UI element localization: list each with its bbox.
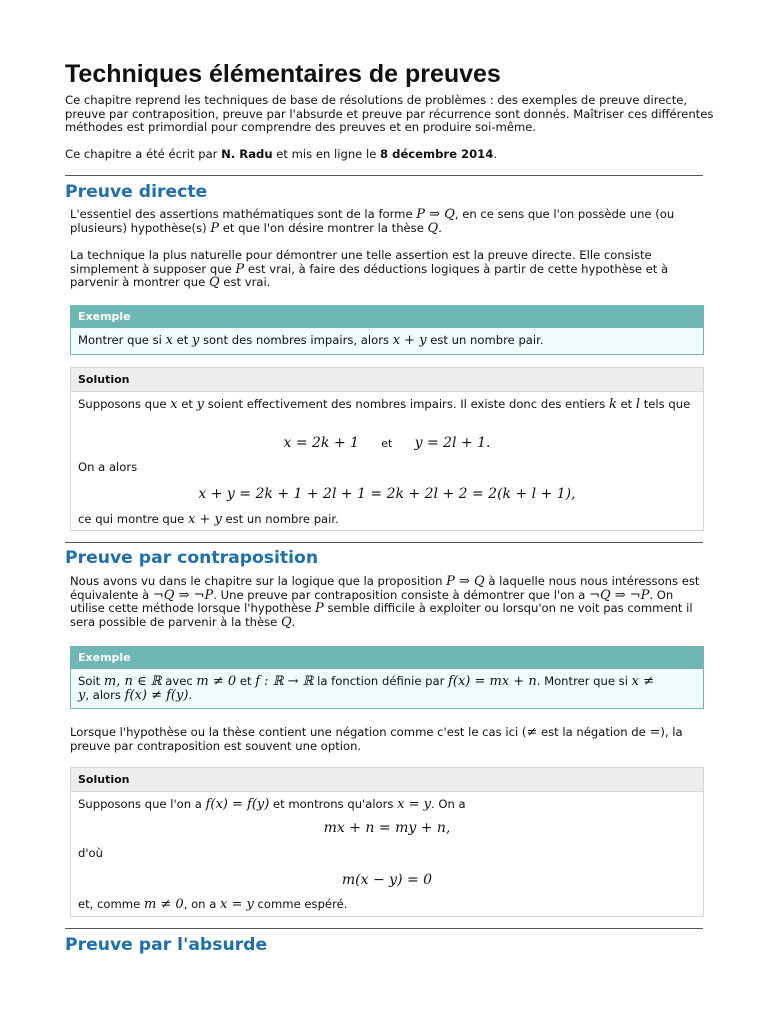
section-title-contraposition: Preuve par contraposition [65,548,319,568]
equation-odd-numbers: x = 2k + 1 et y = 2l + 1. [283,435,491,451]
section-divider [65,928,703,929]
solution-line-1: Supposons que x et y soient effectivement des nombres impairs. Il existe donc des entiers k et l tels que [78,397,691,412]
solution-line-2: On a alors [78,460,138,474]
solution-line-3: et, comme m ≠ 0, on a x = y comme espéré. [78,897,348,912]
example-header: Exemple [71,647,703,669]
authorship-suffix: . [493,147,497,161]
example-body: Montrer que si x et y sont des nombres impairs, alors x + y est un nombre pair. [78,333,544,348]
equation-product-zero: m(x − y) = 0 [341,872,433,888]
contra-paragraph-1: Nous avons vu dans le chapitre sur la logique que la proposition P ⇒ Q à laquelle nous nous intéressons est équivalente à ¬Q ⇒ ¬P. Une preuve par contraposition consiste à démontrer que l'on a ¬Q ⇒ ¬P. On utilise cette méthode lorsque l'hypothèse P semble difficile à exploiter ou lorsqu'on ne voit pas comment il sera possible de parvenir à la thèse Q. [70,574,700,630]
solution-line-1: Supposons que l'on a f(x) = f(y) et montrons qu'alors x = y. On a [78,797,466,812]
example-box-contraposition [70,646,704,709]
solution-line-3: ce qui montre que x + y est un nombre pair. [78,512,339,527]
intro-paragraph: Ce chapitre reprend les techniques de base de résolutions de problèmes : des exemples de preuve directe, preuve par contraposition, preuve par l'absurde et preuve par récurrence sont donnés. Maîtriser ces différentes méthodes est primordial pour comprendre des preuves et en produire soi-même. [65,93,714,134]
solution-header: Solution [71,768,703,792]
solution-box-direct [70,367,704,531]
solution-box-contraposition [70,767,704,917]
author-name: N. Radu [221,147,273,161]
example-box-direct [70,305,704,355]
authorship-middle: et mis en ligne le [272,147,381,161]
equation-equal-values: mx + n = my + n, [323,820,451,836]
contra-paragraph-2: Lorsque l'hypothèse ou la thèse contient une négation comme c'est le cas ici (≠ est la négation de =), la preuve par contraposition est souvent une option. [70,725,683,753]
direct-paragraph-2: La technique la plus naturelle pour démontrer une telle assertion est la preuve directe. Elle consiste simplement à supposer que P est vrai, à faire des déductions logiques à partir de cette hypothèse et à parvenir à montrer que Q est vrai. [70,248,669,290]
section-divider [65,175,703,176]
section-title-direct: Preuve directe [65,182,208,202]
equation-sum: x + y = 2k + 1 + 2l + 1 = 2k + 2l + 2 = 2(k + l + 1), [198,486,576,502]
authorship-prefix: Ce chapitre a été écrit par [65,147,222,161]
example-body: Soit m, n ∈ ℝ avec m ≠ 0 et f : ℝ → ℝ la fonction définie par f(x) = mx + n. Montrer que si x ≠ y, alors f(x) ≠ f(y). [78,674,654,703]
section-title-absurd: Preuve par l'absurde [65,935,268,955]
solution-line-2: d'où [78,846,103,860]
authorship-line [65,148,497,162]
publication-date: 8 décembre 2014 [380,147,494,161]
direct-paragraph-1: L'essentiel des assertions mathématiques sont de la forme P ⇒ Q, en ce sens que l'on possède une (ou plusieurs) hypothèse(s) P et que l'on désire montrer la thèse Q. [70,207,675,236]
solution-header: Solution [71,368,703,392]
example-header: Exemple [71,306,703,328]
page-title: Techniques élémentaires de preuves [65,60,501,88]
section-divider [65,542,703,543]
